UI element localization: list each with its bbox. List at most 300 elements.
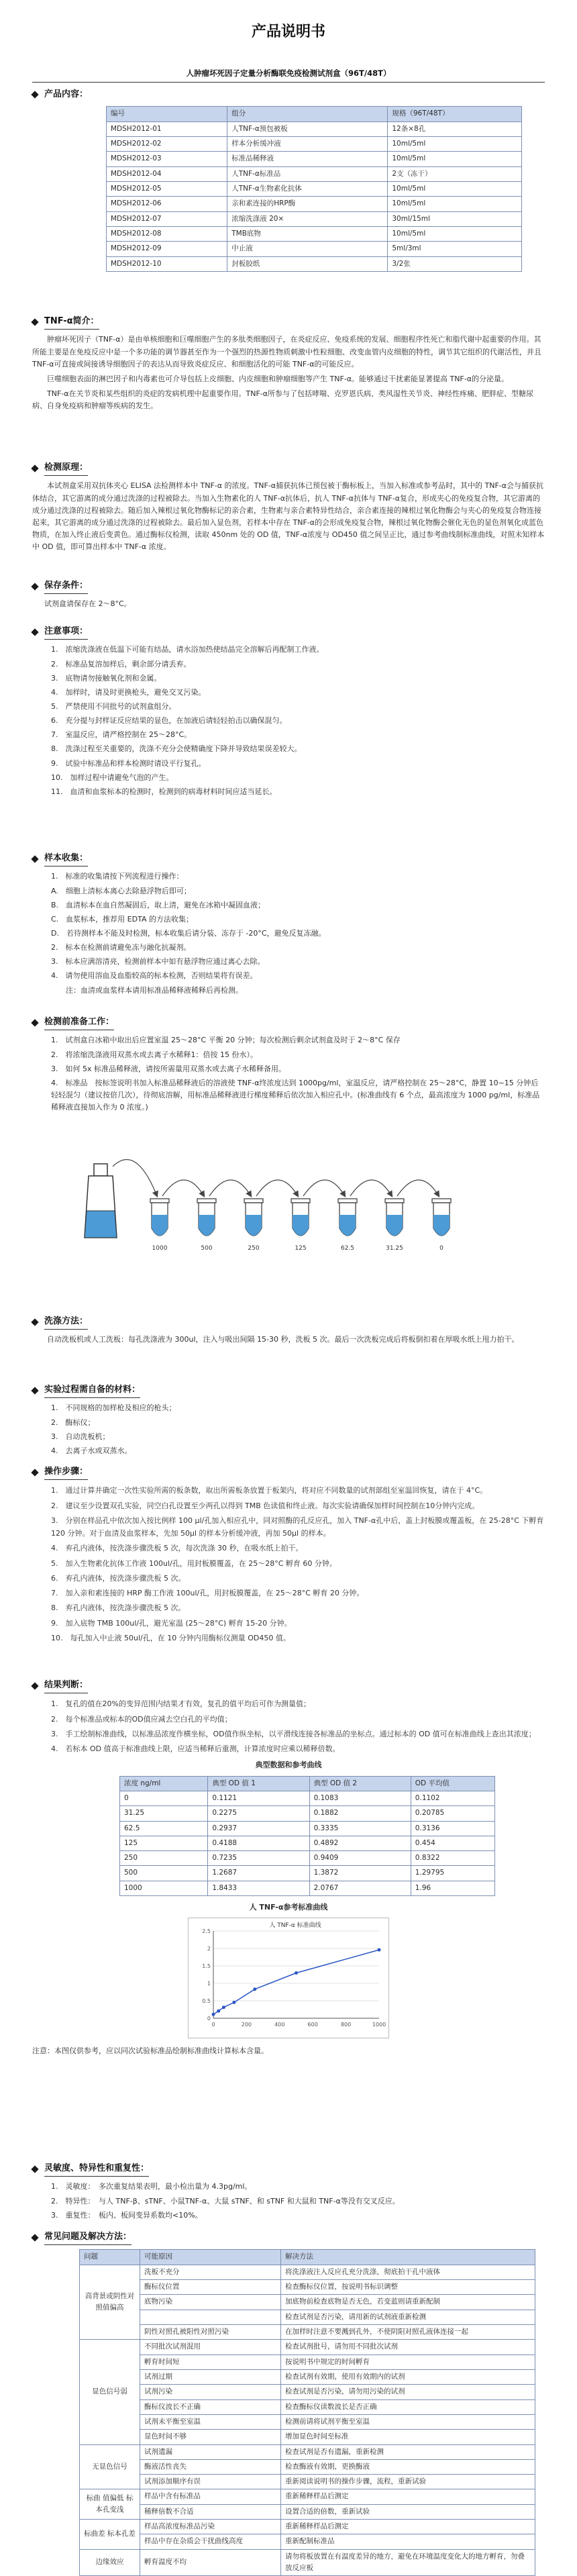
tube-label: 0 (439, 1245, 443, 1251)
intro-paragraph: 巨噬细胞表面的淋巴因子和内毒素也可介导包括上皮细胞、内皮细胞和肿瘤细胞等产生 TNF-α。能够通过干扰素能显著提高 TNF-α的分泌量。 (47, 374, 509, 383)
diamond-bullet-icon (31, 855, 38, 862)
table-row (120, 1851, 495, 1866)
transfer-arrow (162, 1180, 204, 1196)
table-header-cell: 解决方法 (281, 2250, 535, 2265)
table-row (80, 2295, 535, 2310)
list-item: 1. 通过计算并确定一次性实验所需的板条数，取出所需板条放置于板架内，将对应不同数量的试剂部组至室温回恢复，请在于 4°C。 (51, 1486, 488, 1495)
diamond-bullet-icon (31, 583, 38, 590)
diamond-bullet-icon (31, 2165, 38, 2173)
table-row (120, 1866, 495, 1881)
notes-heading: 注意事项： (32, 624, 545, 640)
curve-caption: 人 TNF-α参考标准曲线 (249, 1903, 328, 1912)
solution-cell: 请勿将板放置在有温度差异的地方，避免在环境温度变化大的地方孵育，勿叠放反应板 (281, 2549, 535, 2576)
list-item: 3. 底物请勿接触氧化剂和金属。 (51, 673, 162, 683)
list-item: 4. 弃孔内液体，按洗涤步骤洗板 5 次，每次洗涤 30 秒，在吸水纸上拍干。 (51, 1544, 303, 1553)
principle-heading: 检测原理： (32, 460, 545, 476)
cause-cell: 试剂污染 (140, 2385, 281, 2399)
list-item: 8. 洗涤过程至关重要的，洗涤不充分会使精确度下降并导致结果误差较大。 (51, 744, 302, 754)
table-cell: 250 (120, 1851, 208, 1866)
dilution-tube-icon (432, 1199, 451, 1236)
sensitivity-list (32, 2181, 545, 2221)
contents-section (32, 87, 545, 272)
table-cell: 2支（冻干） (388, 166, 522, 181)
equipment-section (32, 1383, 545, 1459)
solution-cell: 重新阅读说明书的操作步骤，流程，重新试验 (281, 2475, 535, 2489)
cause-cell: 试剂未平衡至室温 (140, 2414, 281, 2429)
transfer-arrow (113, 1160, 157, 1196)
list-item: 2. 特异性： 与人 TNF-β、sTNF、小鼠TNF-α、大鼠 sTNF、和 sTNF 和大鼠和 TNF-α等没有交叉反应。 (51, 2196, 400, 2206)
table-row (80, 2520, 535, 2534)
table-cell: 人TNF-α预包被板 (227, 121, 388, 136)
data-point (217, 2010, 220, 2013)
cause-cell: 酶标仪位置 (140, 2280, 281, 2295)
list-item: 4. 去离子水或双蒸水。 (51, 1446, 132, 1455)
table-cell: 封板胶纸 (227, 256, 388, 271)
table-cell: 2.0767 (309, 1881, 411, 1895)
procedure-heading: 操作步骤： (32, 1465, 545, 1480)
table-cell: 1000 (120, 1881, 208, 1895)
cause-cell: 酶液活性丧失 (140, 2459, 281, 2474)
list-item: 3. 手工绘制标准曲线，以标准品浓度作横坐标，OD值作纵坐标，以平滑线连接各标准品的坐标点。通过标本的 OD 值可在标准曲线上查出其浓度； (51, 1729, 536, 1738)
table-row (120, 1791, 495, 1805)
table-header-cell: 可能原因 (140, 2250, 281, 2265)
preparation-section (32, 1015, 545, 1116)
table-row (107, 197, 522, 211)
tube-label: 250 (248, 1245, 260, 1251)
list-item: 9. 加入底物 TMB 100ul/孔，避光室温 (25～28°C) 孵育 15-20 分钟。 (51, 1618, 292, 1628)
table-cell: 1.29795 (411, 1866, 494, 1881)
problem-cell: 边缘效应 (80, 2549, 140, 2576)
table-header-cell: 典型 OD 值 1 (208, 1776, 309, 1791)
solution-cell: 检查试剂是否有遗漏，重新检测 (281, 2444, 535, 2459)
y-tick-label: 2.5 (202, 1928, 211, 1935)
table-row (80, 2489, 535, 2504)
dilution-tube-icon (197, 1199, 216, 1236)
cause-cell: 不同批次试剂混用 (140, 2340, 281, 2355)
table-row (80, 2475, 535, 2489)
list-item: 4. 请勿使用溶血及血脂较高的标本检测，否则结果将有误差。 (51, 971, 258, 981)
list-item: 4. 标准品 按标签说明书加入标准品稀释液后的溶液使 TNF-α终浓度达到 1000pg/ml，室温反应，请严格控制在 25～28°C，静置 10~15 分钟后轻轻混匀（建议按倍几次），待彻底溶解，用标准品稀释液进行梯度稀释后依次加入相应孔中。(标准曲线有 6 个点，最高浓度为 1000 pg/ml，标准品稀释液直接加入作为 0 浓度。) (51, 1078, 540, 1112)
cause-cell (140, 2310, 281, 2324)
dilution-tube-icon (385, 1199, 404, 1236)
cause-cell: 样品中存在杂质会干扰曲线高度 (140, 2534, 281, 2549)
storage-section (32, 579, 545, 611)
solution-cell: 检查酶标仪位置，按说明书标识调整 (281, 2280, 535, 2295)
table-cell: 30ml/15ml (388, 211, 522, 226)
tube-label: 31.25 (386, 1245, 403, 1251)
cause-cell: 显色时间不够 (140, 2430, 281, 2444)
list-item: 1. 不同规格的加样枪及相应的枪头； (51, 1403, 176, 1413)
table-cell: 62.5 (120, 1821, 208, 1836)
tube-label: 500 (201, 1245, 213, 1251)
table-row (80, 2549, 535, 2576)
list-item: 3. 自动洗板机； (51, 1432, 110, 1441)
data-point (222, 2005, 225, 2009)
table-cell: MDSH2012-03 (107, 152, 227, 166)
table-cell: 亲和素连接的HRP酶 (227, 197, 388, 211)
cause-cell: 样品中含有标准品 (140, 2489, 281, 2504)
table-cell: 31.25 (120, 1806, 208, 1821)
list-item: 2. 建议至少设置双孔实验，同空白孔设置至少两孔以得到 TMB 色读值和终止液。每次实验请确保加样时间控制在10分钟内完成。 (51, 1501, 480, 1510)
solution-cell: 设置合适的倍数，重新试验 (281, 2504, 535, 2519)
solution-cell: 检查试剂是否污染，请勿用污染的试剂 (281, 2385, 535, 2399)
table-row (80, 2325, 535, 2340)
table-header-cell: 组分 (227, 107, 388, 121)
list-item: 2. 标准品复溶加样后，剩余部分请丢弃。 (51, 659, 191, 668)
list-item: 5. 严禁使用不同批号的试剂盒组分。 (51, 702, 176, 711)
table-cell: 0 (120, 1791, 208, 1805)
list-item: 7. 室温反应，请严格控制在 25～28°C。 (51, 730, 192, 740)
diamond-bullet-icon (31, 1387, 38, 1394)
x-tick-label: 400 (274, 2022, 285, 2028)
table-cell: MDSH2012-08 (107, 226, 227, 241)
list-item: C. 血浆标本，推荐用 EDTA 的方法收集； (51, 914, 193, 924)
contents-heading: 产品内容： (32, 87, 545, 102)
intro-paragraph: TNF-α在关节炎和某些组织的炎症的发病机理中起重要作用。TNF-α所参与了包括哮喘、克罗恩氏病、类风湿性关节炎、神经性疼痛、肥胖症、型糖尿病、自身免疫病和肿瘤等疾病的发生。 (32, 389, 533, 411)
data-point (253, 1987, 256, 1991)
list-item: 8. 弃孔内液体，按洗涤步骤洗板 5 次。 (51, 1603, 186, 1613)
solution-cell: 检测前请将试剂平衡至室温 (281, 2414, 535, 2429)
table-cell: 1.2687 (208, 1866, 309, 1881)
table-row (107, 166, 522, 181)
table-cell: 10ml/5ml (388, 182, 522, 197)
list-item: 1. 浓缩洗涤液在低温下可能有结晶，请水浴加热使结晶完全溶解后再配制工作液。 (51, 645, 324, 654)
table-row (80, 2310, 535, 2324)
notes-section (32, 624, 545, 800)
list-item: 9. 试验中标准品和样本检测时请设平行复孔。 (51, 758, 206, 768)
table-cell: MDSH2012-02 (107, 137, 227, 152)
list-item: 2. 酶标仪； (51, 1418, 95, 1427)
cause-cell: 试剂过期 (140, 2369, 281, 2384)
table-cell: 5ml/3ml (388, 242, 522, 256)
troubleshooting-table (79, 2249, 535, 2576)
list-item: 7. 加入亲和素连接的 HRP 酶工作液 100ul/孔，用封板膜覆盖，在 25～28°C 孵育 20 分钟。 (51, 1589, 364, 1598)
intro-paragraph: 肿瘤坏死因子（TNF-α）是由单核细胞和巨噬细胞产生的多肽类细胞因子，在炎症反应、免疫系统的发展、细胞程序性死亡和脂代谢中起重要的作用。其所能主要是在免疫反应中是一个多功能的调节器甚至作为一个强烈的热源性物质刺激中性粒细胞、改变血管内皮细胞的特性，调节其它组织的代谢活性，并且TNF-α可直接或间接诱导细胞因子的表达从而导致炎症反应、和细胞活化的可能 TNF-α的可能反应。 (32, 335, 541, 368)
x-tick-label: 0 (211, 2022, 215, 2028)
transfer-arrow (209, 1180, 251, 1196)
table-cell: 0.1121 (208, 1791, 309, 1805)
solution-cell: 检查试剂是否污染，请用新的试剂液重新检测 (281, 2310, 535, 2324)
typical-data-title: 典型数据和参考曲线 (255, 1761, 322, 1770)
table-cell: 0.9409 (309, 1851, 411, 1866)
page-subtitle: 人肿瘤坏死因子定量分析酶联免疫检测试剂盒（96T/48T） (186, 68, 391, 78)
serial-dilution-diagram (81, 1137, 483, 1251)
cause-cell: 样品高浓度标准品污染 (140, 2520, 281, 2534)
table-cell: 10ml/5ml (388, 197, 522, 211)
table-header-cell: 规格（96T/48T） (388, 107, 522, 121)
results-list (32, 1697, 545, 1755)
y-tick-label: 1.5 (202, 1963, 211, 1970)
table-cell: MDSH2012-05 (107, 182, 227, 197)
tube-label: 125 (295, 1245, 307, 1251)
table-cell: MDSH2012-06 (107, 197, 227, 211)
washing-section (32, 1314, 545, 1349)
table-cell: 浓缩洗涤液 20× (227, 211, 388, 226)
chart-frame (189, 1918, 389, 2038)
table-cell: 0.3335 (309, 1821, 411, 1836)
solution-cell: 增加显色时间至标准 (281, 2430, 535, 2444)
table-cell: 样本分析缓冲液 (227, 137, 388, 152)
typical-data-table (119, 1776, 495, 1897)
intro-section (32, 314, 545, 415)
sensitivity-section (32, 2161, 545, 2224)
diamond-bullet-icon (31, 91, 38, 99)
table-row (120, 1806, 495, 1821)
table-header-cell: 典型 OD 值 2 (309, 1776, 411, 1791)
equipment-list (32, 1402, 545, 1457)
problem-cell: 标曲差 标本孔差 (80, 2520, 140, 2550)
table-row (107, 182, 522, 197)
table-cell: TMB底物 (227, 226, 388, 241)
solution-cell: 检查酶标仪读数波长是否正确 (281, 2399, 535, 2414)
table-row (80, 2385, 535, 2399)
table-cell: 标准品稀释液 (227, 152, 388, 166)
table-cell: 125 (120, 1836, 208, 1850)
transfer-arrow (350, 1180, 392, 1196)
cause-cell: 孵育温度不均 (140, 2549, 281, 2576)
dilution-tube-icon (338, 1199, 357, 1236)
table-row (80, 2355, 535, 2369)
cause-cell: 孵育时间短 (140, 2355, 281, 2369)
table-row (80, 2414, 535, 2429)
table-header-cell: 编号 (107, 107, 227, 121)
storage-heading: 保存条件： (32, 579, 545, 594)
table-row (107, 256, 522, 271)
cause-cell: 底物污染 (140, 2295, 281, 2310)
list-item: 10. 加样过程中请避免气泡的产生。 (51, 773, 174, 782)
table-cell: 10ml/5ml (388, 226, 522, 241)
chart-title: 人 TNF-α 标准曲线 (269, 1922, 321, 1930)
list-item: 1. 灵敏度： 多次重复结果表明，最小检出量为 4.3pg/ml。 (51, 2182, 252, 2191)
cause-cell: 酶标仪波长不正确 (140, 2399, 281, 2414)
table-cell: 1.8433 (208, 1881, 309, 1895)
table-row (80, 2399, 535, 2414)
table-row (80, 2534, 535, 2549)
table-row (80, 2280, 535, 2295)
preparation-list (32, 1034, 545, 1113)
table-cell: MDSH2012-07 (107, 211, 227, 226)
table-row (107, 242, 522, 256)
table-cell: 10ml/5ml (388, 137, 522, 152)
table-row (80, 2340, 535, 2355)
data-point (295, 1971, 298, 1975)
table-row (80, 2430, 535, 2444)
notes-list (32, 644, 545, 798)
diamond-bullet-icon (31, 464, 38, 472)
list-item: 10. 每孔加入中止液 50ul/孔，在 10 分钟内用酶标仪测量 OD450 值。 (51, 1633, 291, 1642)
table-cell: 人TNF-α生物素化抗体 (227, 182, 388, 197)
diamond-bullet-icon (31, 628, 38, 636)
washing-heading: 洗涤方法： (32, 1314, 545, 1330)
table-row (107, 226, 522, 241)
kit-contents-table (106, 106, 522, 271)
list-item: 3. 如何 5x 标准品稀释液，请按所需量用双蒸水或去离子水稀释备用。 (51, 1064, 286, 1073)
table-cell: 0.1102 (411, 1791, 494, 1805)
solution-cell: 按说明书中规定的时间孵育 (281, 2355, 535, 2369)
table-header-cell: 问题 (80, 2250, 140, 2265)
principle-paragraph: 本试剂盒采用双抗体夹心 ELISA 法检测样本中 TNF-α 的浓度。TNF-α捕获抗体已预包被于酶标板上，当加入标准或参考品时，其中的 TNF-α会与捕获抗体结合，其它游离的成分通过洗涤的过程被除去。当加入生物素化的人 TNF-α抗体后，抗人 TNF-α抗体与 TNF-α复合，形成夹心的免疫复合物，其它游离的成分通过洗涤的过程被除去。随后加入辣根过氧化物酶标记的亲合素，生物素与亲合素特异性结合，亲合素连接的辣根过氧化物酶会与夹心的免疫复合物连接起来，其它游离的成分通过洗涤的过程被除去。最后加入显色剂，若样本中存在 TNF-α的会形成免疫复合物，辣根过氧化物酶会催化无色的显色剂氧化成蓝色物质，在加入终止液后变黄色。通过酶标仪检测，读取 450nm 处的 OD 值，TNF-α浓度与 OD450 值之间呈正比，通过参考曲线制标准曲线，对照未知样本中 OD 值，即可算出样本中 TNF-α 浓度。 (32, 481, 545, 552)
table-cell: MDSH2012-04 (107, 166, 227, 181)
list-item: 11. 血清和血浆标本的检测时，检测到的病毒材料时间应适当延长。 (51, 787, 277, 796)
x-tick-label: 200 (241, 2022, 252, 2028)
table-cell: 0.8322 (411, 1851, 494, 1866)
list-item: 1. 复孔的值在20%的变异范围内结果才有效，复孔的值平均后可作为测量值； (51, 1699, 311, 1709)
page-title: 产品说明书 (251, 23, 325, 40)
table-row (107, 211, 522, 226)
cause-cell: 试剂添加顺序有误 (140, 2475, 281, 2489)
table-cell: MDSH2012-10 (107, 256, 227, 271)
problem-cell: 标曲 值偏低 标本孔变浅 (80, 2489, 140, 2520)
y-tick-label: 2 (207, 1946, 211, 1952)
table-cell: 0.7235 (208, 1851, 309, 1866)
tube-label: 62.5 (340, 1245, 355, 1251)
table-row (107, 137, 522, 152)
table-cell: 0.4892 (309, 1836, 411, 1850)
problem-cell: 高背景或阴性对照值偏高 (80, 2265, 140, 2340)
table-row (107, 121, 522, 136)
data-point (378, 1948, 381, 1952)
table-row (120, 1881, 495, 1895)
table-cell: 0.2937 (208, 1821, 309, 1836)
list-item: 3. 分别在样品孔中依次加入按比例样 100 μl/孔加入相应孔中，同对照酶的孔反应孔，加入 TNF-α孔中后，盖上封板膜或覆盖板，在 25-28°C 下孵育 120 分钟。对于血清及血浆样本，先加 50μl 的样本分析缓冲液，再加 50μl 的样本。 (51, 1516, 544, 1538)
equipment-heading: 实验过程需自备的材料： (32, 1383, 545, 1398)
transfer-arrow (256, 1180, 298, 1196)
solution-cell: 重新配制标准品 (281, 2534, 535, 2549)
list-item: 4. 若标本 OD 值高于标准曲线上限，应适当稀释后重测，计算浓度时应乘以稀释倍数。 (51, 1744, 340, 1754)
dilution-tube-icon (291, 1199, 310, 1236)
table-cell: 人TNF-α标准品 (227, 166, 388, 181)
table-row (80, 2265, 535, 2279)
table-cell: 1.3872 (309, 1866, 411, 1881)
cause-cell: 试剂遗漏 (140, 2444, 281, 2459)
table-row (120, 1821, 495, 1836)
table-header-cell: OD 平均值 (411, 1776, 494, 1791)
storage-text: 试剂盒请保存在 2～8°C。 (44, 599, 132, 609)
table-row (120, 1836, 495, 1850)
table-cell: 1.96 (411, 1881, 494, 1895)
list-item: 2. 将浓缩洗涤液用双蒸水或去离子水稀释1：倍按 15 份水）。 (51, 1050, 258, 1059)
list-item: 6. 充分提与封样证反应结果的显色，在加液后请轻轻拍击以确保混匀。 (51, 716, 287, 726)
list-item: 5. 加入生物素化抗体工作液 100ul/孔，用封板膜覆盖，在 25～28°C 孵育 60 分钟。 (51, 1558, 337, 1568)
solution-cell: 检查酶液有效期，更换酶液 (281, 2459, 535, 2474)
solution-cell: 在加样时注意不要溅到孔外，不使阴阳对照孔液体连接一起 (281, 2325, 535, 2340)
table-cell: 0.3136 (411, 1821, 494, 1836)
solution-cell: 加底物前检查底物是否无色，若变蓝则请重新配制 (281, 2295, 535, 2310)
transfer-arrow (303, 1180, 345, 1196)
intro-heading: TNF-α简介： (32, 314, 545, 330)
x-tick-label: 800 (340, 2022, 352, 2028)
data-point (232, 2001, 235, 2004)
table-cell: MDSH2012-09 (107, 242, 227, 256)
x-tick-label: 600 (307, 2022, 318, 2028)
list-item: A. 细胞上清标本离心去除悬浮物后即可； (51, 886, 191, 895)
list-item: D. 若待测样本不能及时检测，标本收集后请分装、冻存于 -20°C，避免反复冻融。 (51, 929, 326, 938)
samples-heading: 样本收集： (32, 851, 545, 866)
list-item: 4. 加样时，请及时更换枪头，避免交叉污染。 (51, 687, 206, 697)
cause-cell: 洗板不充分 (140, 2265, 281, 2279)
sensitivity-heading: 灵敏度、特异性和重复性： (32, 2161, 545, 2177)
list-item: 1. 标准的收集请按下列流程进行操作： (51, 872, 184, 881)
diamond-bullet-icon (31, 2234, 38, 2241)
cause-cell: 阴性对照孔被阳性对照污染 (140, 2325, 281, 2340)
data-point (212, 2013, 215, 2016)
diamond-bullet-icon (31, 1469, 38, 1476)
table-cell: MDSH2012-01 (107, 121, 227, 136)
solution-cell: 重新稀释样品后测定 (281, 2489, 535, 2504)
table-cell: 3/2张 (388, 256, 522, 271)
diamond-bullet-icon (31, 1318, 38, 1326)
problem-cell: 无显色信号 (80, 2444, 140, 2489)
diamond-bullet-icon (31, 1682, 38, 1689)
list-item: 3. 重复性： 板内、板间变异系数均<10%。 (51, 2210, 203, 2220)
table-cell: 中止液 (227, 242, 388, 256)
problem-cell: 显色信号弱 (80, 2340, 140, 2444)
table-cell: 0.4188 (208, 1836, 309, 1850)
standard-curve-chart (188, 1918, 389, 2042)
list-item: 2. 每个标准品或标本的OD值应减去空白孔的平均值； (51, 1714, 232, 1724)
solution-cell: 检查试剂批号，请勿用不同批次试剂 (281, 2340, 535, 2355)
cause-cell: 稀释倍数不合适 (140, 2504, 281, 2519)
solution-cell: 将洗涤液注入反应孔充分洗涤，彻底拍干孔中液体 (281, 2265, 535, 2279)
transfer-arrow (397, 1180, 439, 1196)
results-section (32, 1678, 545, 2058)
list-item: 1. 试剂盒自冰箱中取出后应置室温 25～28°C 平衡 20 分钟；每次检测后剩余试剂盒及时于 2～8°C 保存 (51, 1036, 401, 1045)
table-cell: 0.20785 (411, 1806, 494, 1821)
curve-note: 注意：本图仅供参考，应以同次试验标准品绘制标准曲线计算标本含量。 (32, 2046, 268, 2056)
x-tick-label: 1000 (372, 2022, 386, 2028)
table-header-cell: 浓度 ng/ml (120, 1776, 208, 1791)
stock-bottle-icon (85, 1164, 117, 1238)
list-item: 2. 标本在检测前请避免冻与融化抗凝剂。 (51, 943, 191, 952)
tube-label: 1000 (152, 1245, 168, 1251)
troubleshooting-heading: 常见问题及解决方法： (32, 2230, 545, 2245)
dilution-tube-icon (150, 1199, 169, 1236)
table-cell: 12条×8孔 (388, 121, 522, 136)
list-item: B. 血清标本在血自然凝固后，取上清，避免在冰箱中凝固血液； (51, 900, 266, 909)
troubleshooting-section (32, 2230, 545, 2576)
list-item: 注：血清或血浆样本请用标准品稀释液稀释后再检测。 (51, 985, 243, 995)
diamond-bullet-icon (31, 318, 38, 326)
principle-section (32, 460, 545, 556)
table-cell: 10ml/5ml (388, 152, 522, 166)
table-row (80, 2459, 535, 2474)
y-tick-label: 0.5 (202, 1998, 211, 2005)
list-item: 6. 弃孔内液体，按洗涤步骤洗板 5 次。 (51, 1573, 186, 1583)
title-divider (32, 82, 545, 83)
washing-text: 自动洗板机或人工洗板：每孔洗涤液为 300ul，注入与吸出间隔 15-30 秒，洗板 5 次。最后一次洗板完成后将板倒扣着在厚吸水纸上甩力拍干。 (47, 1335, 519, 1344)
table-cell: 0.2275 (208, 1806, 309, 1821)
table-cell: 500 (120, 1866, 208, 1881)
diamond-bullet-icon (31, 1019, 38, 1026)
table-cell: 0.454 (411, 1836, 494, 1850)
y-tick-label: 1 (207, 1981, 211, 1987)
procedure-section (32, 1465, 545, 1646)
table-row (107, 152, 522, 166)
samples-section (32, 851, 545, 999)
table-cell: 0.1882 (309, 1806, 411, 1821)
y-tick-label: 0 (207, 2016, 211, 2022)
table-row (80, 2444, 535, 2459)
dilution-tube-icon (244, 1199, 263, 1236)
preparation-heading: 检测前准备工作： (32, 1015, 545, 1030)
samples-list (32, 871, 545, 996)
table-row (80, 2369, 535, 2384)
solution-cell: 检查试剂有效期，使用有效期内的试剂 (281, 2369, 535, 2384)
list-item: 3. 标本应满溶清亮，检测前样本中如有悬浮物应通过离心去除。 (51, 957, 265, 967)
procedure-list (32, 1484, 545, 1644)
table-cell: 0.1083 (309, 1791, 411, 1805)
solution-cell: 重新稀释样品后测定 (281, 2520, 535, 2534)
